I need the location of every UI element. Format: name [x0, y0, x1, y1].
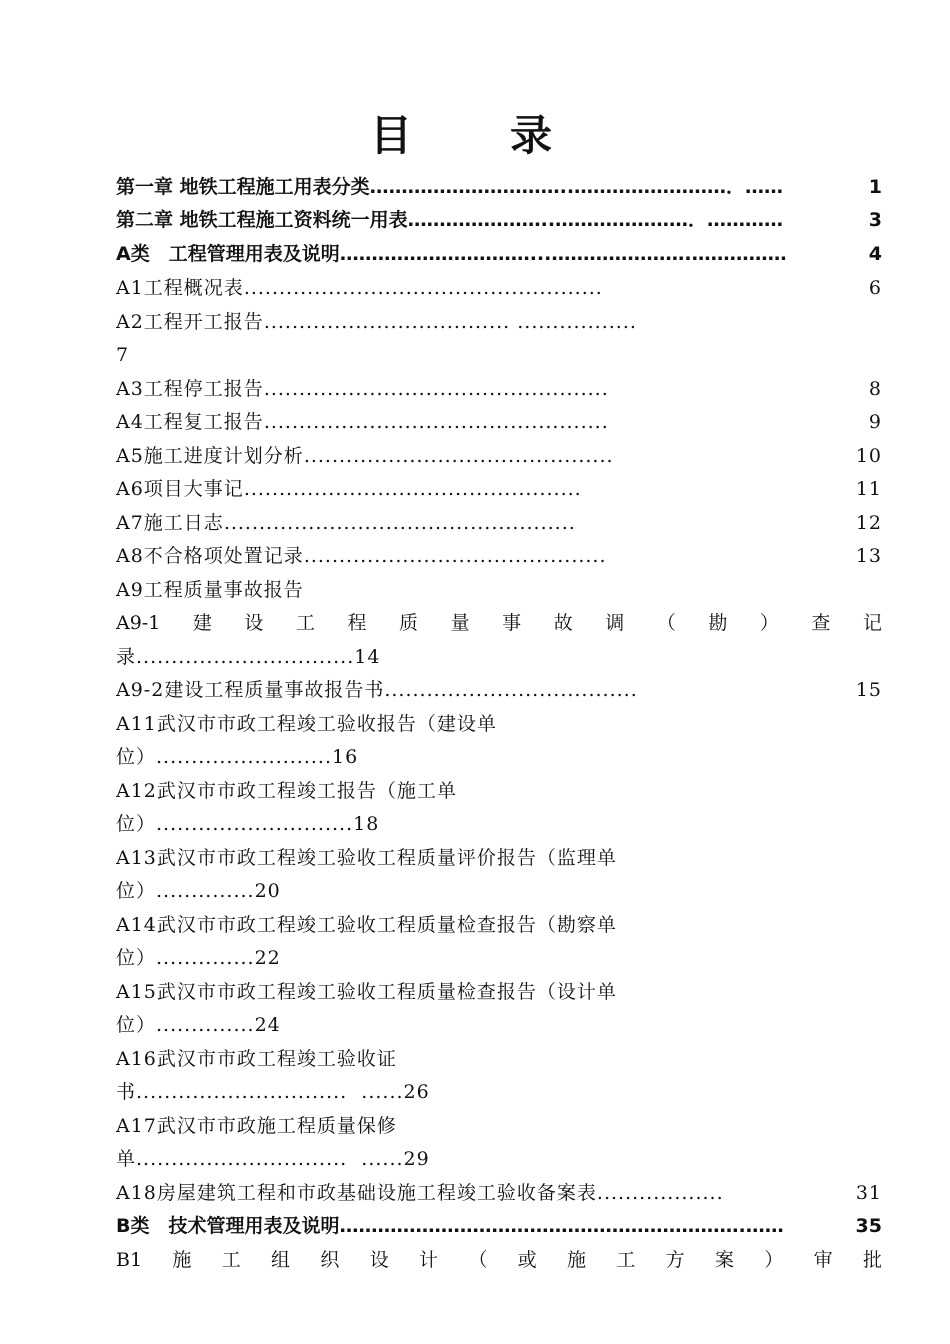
spread-char: 故 [553, 612, 573, 634]
page-number: 3 [868, 209, 882, 231]
toc-entry-a9[interactable] [116, 575, 882, 605]
entry-text: B类 技术管理用表及说明 [116, 1215, 340, 1237]
spread-char: 织 [320, 1249, 340, 1271]
spread-char: B1 [116, 1249, 143, 1271]
toc-entry-category-a[interactable] [116, 239, 882, 269]
spread-char: ） [759, 612, 779, 634]
toc-entry-a12-cont[interactable] [116, 809, 882, 839]
page-number: 15 [855, 679, 882, 701]
leader-dots: .................. [596, 1182, 724, 1204]
leader-dots: ........................................... [303, 545, 607, 567]
toc-entry-a17-cont[interactable] [116, 1144, 882, 1174]
toc-entry-a14-cont[interactable] [116, 943, 882, 973]
spread-char: 工 [221, 1249, 241, 1271]
toc-entry-a3[interactable] [116, 374, 882, 404]
entry-text: A15武汉市市政工程竣工验收工程质量检查报告（设计单 [116, 981, 617, 1003]
entry-text: A5施工进度计划分析 [116, 445, 304, 467]
leader-dots: .............................. ...... [136, 1148, 404, 1170]
entry-text: 单 [116, 1148, 137, 1170]
toc-entry-a4[interactable] [116, 407, 882, 437]
page-number: 12 [855, 512, 882, 534]
leader-dots: .................................... [384, 679, 638, 701]
entry-text: A6项目大事记 [116, 478, 244, 500]
leader-dots: ................................................. [263, 411, 609, 433]
toc-entry-a9-1[interactable] [116, 608, 882, 638]
toc-entry-a8[interactable] [116, 541, 882, 571]
entry-text: A2工程开工报告 [116, 311, 264, 333]
entry-text: 书 [116, 1081, 137, 1103]
toc-entry-a2-page[interactable] [116, 340, 882, 370]
toc-entry-a13-cont[interactable] [116, 876, 882, 906]
leader-dots: ............................... [136, 646, 355, 668]
page-number: 9 [868, 411, 882, 433]
toc-entry-a11[interactable] [116, 709, 882, 739]
entry-text: 第二章 地铁工程施工资料统一用表 [116, 209, 408, 231]
toc-entry-a18[interactable] [116, 1178, 882, 1208]
spread-char: ） [764, 1249, 784, 1271]
spread-char: （ [468, 1249, 488, 1271]
toc-entry-a7[interactable] [116, 508, 882, 538]
toc-entry-a11-cont[interactable] [116, 742, 882, 772]
page-number: 24 [254, 1014, 281, 1036]
spread-char: 程 [347, 612, 367, 634]
entry-text: A类 工程管理用表及说明 [116, 243, 340, 265]
page-number: 35 [855, 1215, 882, 1237]
leader-dots: .............................. ...... [136, 1081, 404, 1103]
entry-text: A8不合格项处置记录 [116, 545, 304, 567]
entry-text: 第一章 地铁工程施工用表分类 [116, 176, 370, 198]
spread-char: 工 [616, 1249, 636, 1271]
page-number: 18 [353, 813, 380, 835]
spread-char: 记 [862, 612, 882, 634]
leader-dots: .................................................. [223, 512, 576, 534]
toc-entry-a15-cont[interactable] [116, 1010, 882, 1040]
entry-text: A11武汉市市政工程竣工验收报告（建设单 [116, 713, 497, 735]
spread-char: 方 [665, 1249, 685, 1271]
toc-entry-b1[interactable] [116, 1245, 882, 1275]
page-number: 22 [254, 947, 281, 969]
entry-text: A9-2建设工程质量事故报告书 [116, 679, 385, 701]
spread-char: 计 [419, 1249, 439, 1271]
leader-dots: ............................ [156, 813, 354, 835]
spread-char: 批 [862, 1249, 882, 1271]
spread-char: 查 [811, 612, 831, 634]
toc-entry-a17[interactable] [116, 1111, 882, 1141]
entry-text: 7 [116, 344, 130, 366]
page-number: 6 [868, 277, 882, 299]
leader-dots: ................................................... [243, 277, 603, 299]
entry-text: A7施工日志 [116, 512, 224, 534]
entry-text: 位） [116, 813, 157, 835]
leader-dots: ……………………………………………………….…… [339, 1215, 784, 1237]
page-number: 14 [354, 646, 381, 668]
page-number: 8 [868, 378, 882, 400]
spread-char: 建 [192, 612, 212, 634]
page-number: 11 [855, 478, 882, 500]
leader-dots: ............................................ [303, 445, 614, 467]
entry-text: A14武汉市市政工程竣工验收工程质量检查报告（勘察单 [116, 914, 617, 936]
spread-char: 量 [450, 612, 470, 634]
spread-char: 或 [517, 1249, 537, 1271]
page-number: 29 [403, 1148, 430, 1170]
spread-char: 案 [714, 1249, 734, 1271]
leader-dots: .............. [156, 947, 255, 969]
entry-text: A16武汉市市政工程竣工验收证 [116, 1048, 397, 1070]
spread-char: 组 [271, 1249, 291, 1271]
spread-char: 工 [295, 612, 315, 634]
spread-char: 质 [399, 612, 419, 634]
toc-entry-a16[interactable] [116, 1044, 882, 1074]
leader-dots: ......................... [156, 746, 333, 768]
spread-char: 调 [605, 612, 625, 634]
page-number: 13 [855, 545, 882, 567]
spread-char: 事 [502, 612, 522, 634]
entry-text: 位） [116, 1014, 157, 1036]
leader-dots: ................................................. [263, 378, 609, 400]
toc-entry-a14[interactable] [116, 910, 882, 940]
toc-entry-a2[interactable] [116, 307, 882, 337]
spread-char: 设 [369, 1249, 389, 1271]
spread-char: 施 [172, 1249, 192, 1271]
toc-entry-category-b[interactable] [116, 1211, 882, 1241]
spread-char: 勘 [708, 612, 728, 634]
toc-entry-a6[interactable] [116, 474, 882, 504]
leader-dots: .............. [156, 880, 255, 902]
page-title: 目 录 [369, 111, 580, 160]
page-number: 20 [254, 880, 281, 902]
page-number: 16 [332, 746, 359, 768]
page-number: 31 [855, 1182, 882, 1204]
entry-text: A18房屋建筑工程和市政基础设施工程竣工验收备案表 [116, 1182, 597, 1204]
toc-entry-a13[interactable] [116, 843, 882, 873]
toc-entry-a5[interactable] [116, 441, 882, 471]
spread-char: 设 [244, 612, 264, 634]
entry-text: A4工程复工报告 [116, 411, 264, 433]
page-number: 26 [403, 1081, 430, 1103]
toc-entry-chapter-2[interactable] [116, 205, 882, 235]
toc-entry-a1[interactable] [116, 273, 882, 303]
spread-char: 审 [813, 1249, 833, 1271]
entry-text: 位） [116, 947, 157, 969]
entry-text: 录 [116, 646, 137, 668]
entry-text: 位） [116, 880, 157, 902]
leader-dots: …………………..…………………．………… [407, 209, 784, 231]
toc-entry-a9-1-cont[interactable] [116, 642, 882, 672]
toc-entry-a12[interactable] [116, 776, 882, 806]
page-number: 10 [855, 445, 882, 467]
page-number: 1 [868, 176, 882, 198]
toc-entry-chapter-1[interactable] [116, 172, 882, 202]
entry-text: A17武汉市市政施工程质量保修 [116, 1115, 397, 1137]
entry-text: 位） [116, 746, 157, 768]
entry-text: A9工程质量事故报告 [116, 579, 304, 601]
spread-char: （ [656, 612, 676, 634]
leader-dots: .............. [156, 1014, 255, 1036]
page-number: 4 [868, 243, 882, 265]
entry-text: A13武汉市市政工程竣工验收工程质量评价报告（监理单 [116, 847, 617, 869]
leader-dots: ................................... ................. [263, 311, 637, 333]
leader-dots: …………………………...………………….…………… [339, 243, 787, 265]
toc-entry-a16-cont[interactable] [116, 1077, 882, 1107]
entry-text: A3工程停工报告 [116, 378, 264, 400]
toc-entry-a9-2[interactable] [116, 675, 882, 705]
toc-entry-a15[interactable] [116, 977, 882, 1007]
spread-char: A9-1 [116, 612, 161, 634]
leader-dots: ................................................ [243, 478, 582, 500]
entry-text: A1工程概况表 [116, 277, 244, 299]
spread-char: 施 [567, 1249, 587, 1271]
leader-dots: …………………………..……………………．…… [369, 176, 784, 198]
entry-text: A12武汉市市政工程竣工报告（施工单 [116, 780, 457, 802]
